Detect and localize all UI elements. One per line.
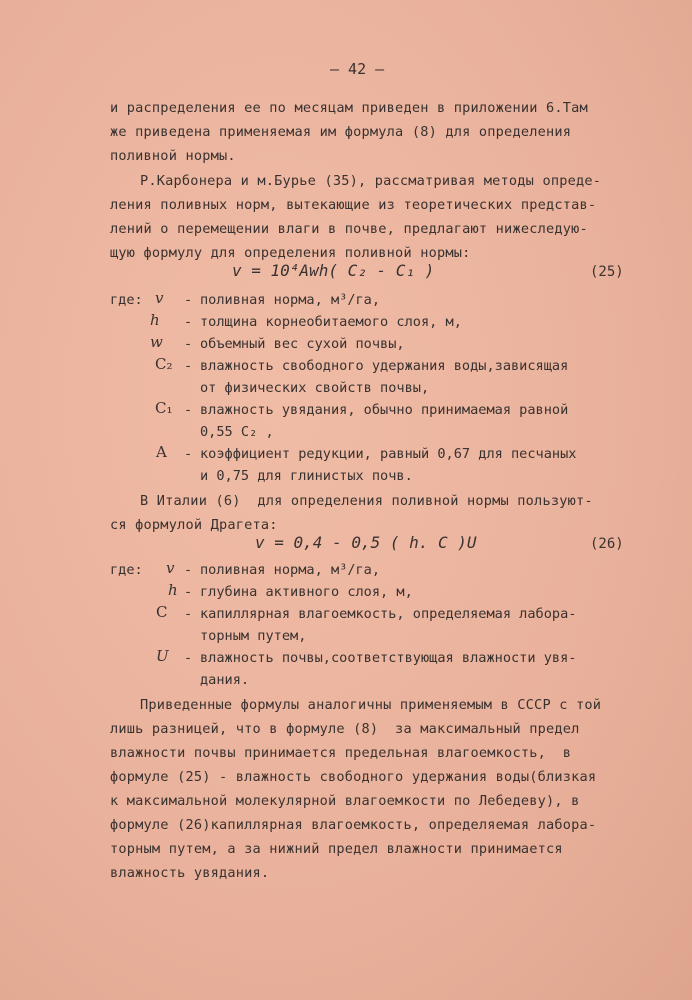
def-symbol: C [156, 603, 168, 621]
def-dash: - [184, 402, 193, 418]
para2-line: щую формулу для определения поливной нормы: [110, 245, 471, 261]
para1-line: поливной нормы. [110, 148, 236, 164]
para3-line: ся формулой Драгета: [110, 517, 278, 533]
para2-line: Р.Карбонера и м.Бурье (35), рассматривая методы опреде- [140, 173, 602, 189]
def-text: и 0,75 для глинистых почв. [200, 468, 413, 484]
def-symbol: A [156, 443, 167, 461]
def-text: дания. [200, 672, 250, 688]
def-text: коэффициент редукции, равный 0,67 для песчаных [200, 446, 577, 462]
formula-26: v = 0,4 - 0,5 ( h. C )U [255, 533, 477, 552]
para2-line: ления поливных норм, вытекающие из теоретических представ- [110, 197, 597, 213]
def-text: влажность свободного удержания воды,зависящая [200, 358, 569, 374]
def-symbol: h [150, 311, 160, 329]
def-symbol: h [168, 581, 178, 599]
para4-line: Приведенные формулы аналогичны применяемым в СССР с той [140, 697, 602, 713]
def-symbol: C₂ [155, 355, 173, 373]
def-dash: - [184, 606, 193, 622]
def-text: капиллярная влагоемкость, определяемая лабора- [200, 606, 577, 622]
para2-line: лений о перемещении влаги в почве, предлагают нижеследую- [110, 221, 588, 237]
para4-line: к максимальной молекулярной влагоемкости по Лебедеву), в [110, 793, 580, 809]
where-label: где: [110, 562, 143, 578]
equation-number-26: (26) [590, 536, 624, 552]
def-text: влажность увядания, обычно принимаемая равной [200, 402, 569, 418]
def-text: торным путем, [200, 628, 307, 644]
def-dash: - [184, 446, 193, 462]
def-symbol: U [156, 647, 169, 665]
formula-25: v = 10⁴Awh( C₂ - C₁ ) [232, 261, 435, 280]
def-dash: - [184, 562, 193, 578]
def-dash: - [184, 336, 193, 352]
def-dash: - [184, 358, 193, 374]
para4-line: влажность увядания. [110, 865, 270, 881]
def-dash: - [184, 650, 193, 666]
def-text: объемный вес сухой почвы, [200, 336, 405, 352]
def-dash: - [184, 584, 193, 600]
def-symbol: w [150, 333, 163, 351]
def-symbol: v [155, 289, 164, 307]
page-number: — 42 — [330, 60, 385, 78]
def-text: влажность почвы,соответствующая влажности увя- [200, 650, 577, 666]
def-text: 0,55 C₂ , [200, 424, 274, 440]
def-dash: - [184, 292, 193, 308]
para4-line: торным путем, а за нижний предел влажности принимается [110, 841, 563, 857]
def-text: от физических свойств почвы, [200, 380, 430, 396]
def-symbol: C₁ [155, 399, 173, 417]
def-symbol: v [166, 559, 175, 577]
def-text: поливная норма, м³/га, [200, 292, 381, 308]
where-label: где: [110, 292, 143, 308]
def-text: поливная норма, м³/га, [200, 562, 381, 578]
equation-number-25: (25) [590, 264, 624, 280]
para3-line: В Италии (6) для определения поливной нормы пользуют- [140, 493, 593, 509]
def-text: глубина активного слоя, м, [200, 584, 413, 600]
para1-line: же приведена применяемая им формула (8) для определения [110, 124, 572, 140]
para4-line: формуле (25) - влажность свободного удержания воды(близкая [110, 769, 597, 785]
para4-line: формуле (26)капиллярная влагоемкость, определяемая лабора- [110, 817, 597, 833]
def-dash: - [184, 314, 193, 330]
para1-line: и распределения ее по месяцам приведен в приложении 6.Там [110, 100, 588, 116]
def-text: толщина корнеобитаемого слоя, м, [200, 314, 462, 330]
para4-line: лишь разницей, что в формуле (8) за максимальный предел [110, 721, 580, 737]
para4-line: влажности почвы принимается предельная влагоемкость, в [110, 745, 572, 761]
